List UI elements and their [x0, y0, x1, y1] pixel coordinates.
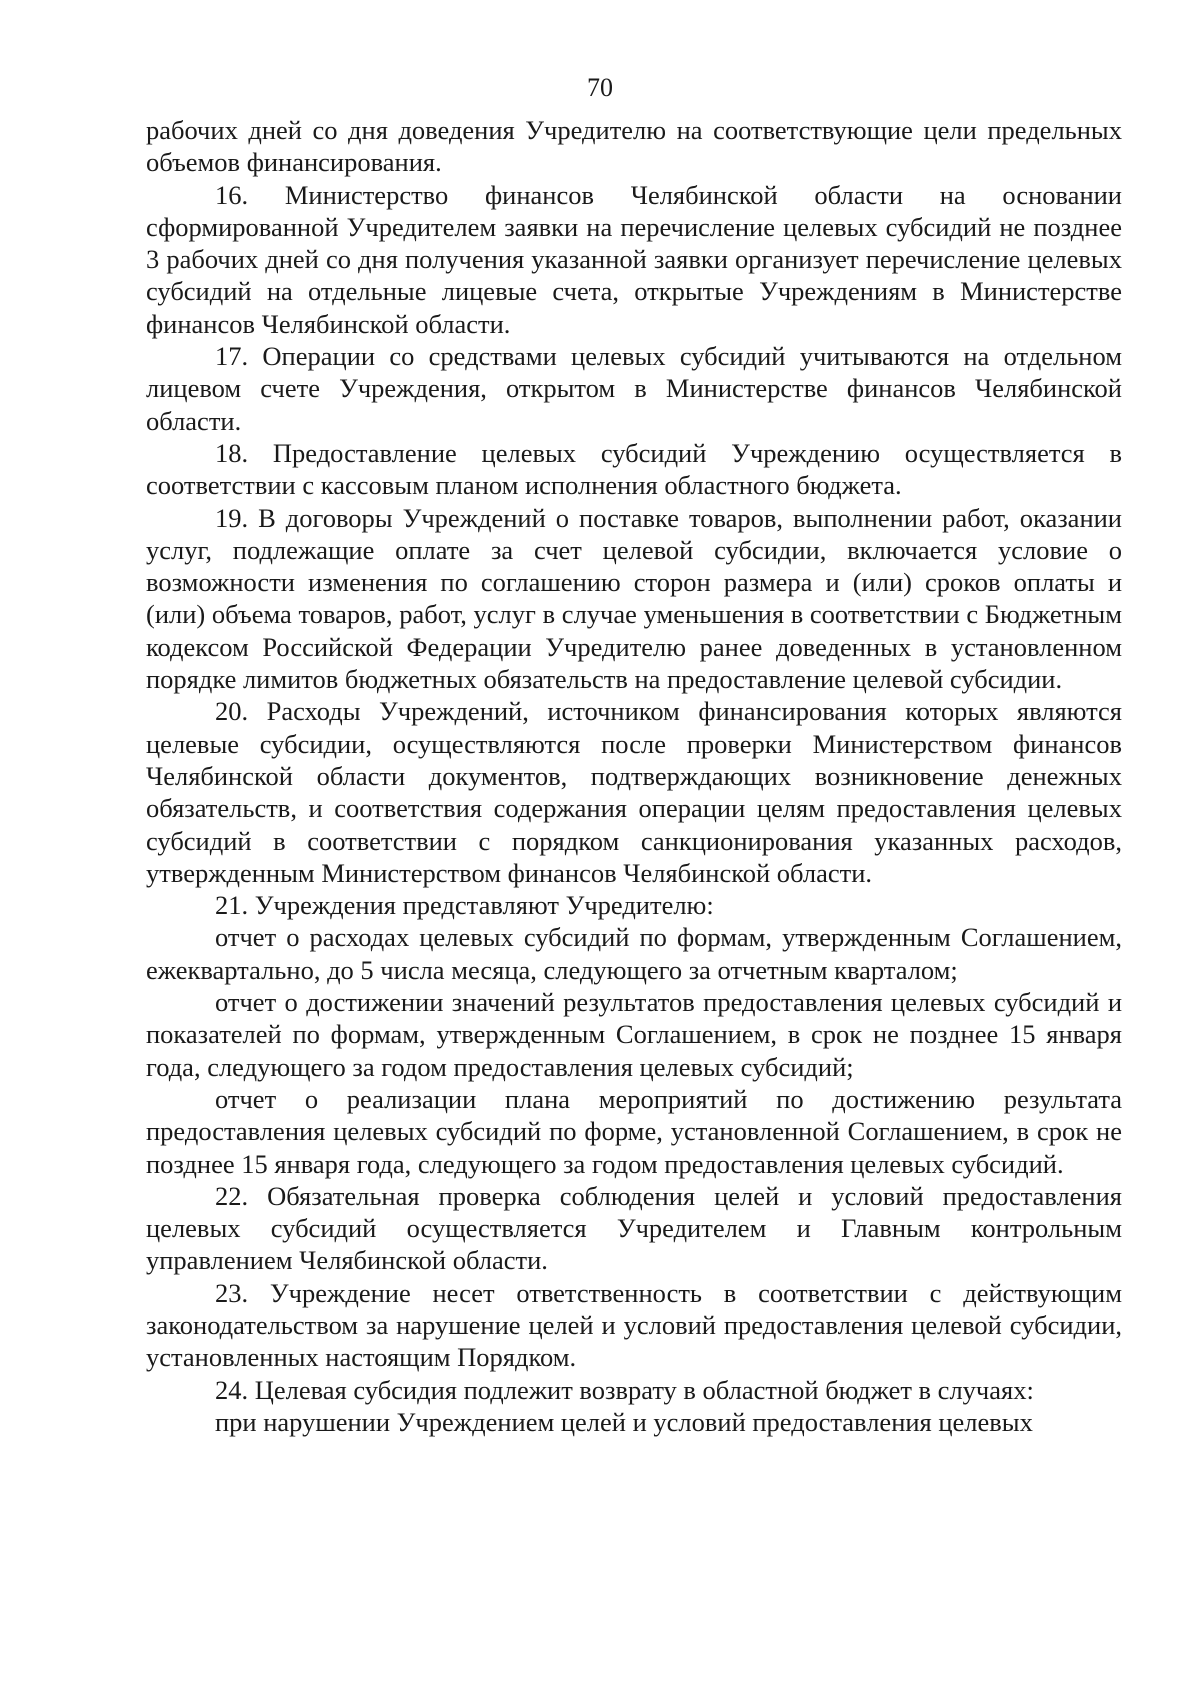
paragraph: отчет о достижении значений результатов предоставления целевых субсидий и показателей по формам, утвержденным Соглашением, в срок не позднее 15 января года, следующего за годом предоставления целевых субсидий;	[146, 987, 1122, 1082]
paragraph: 22. Обязательная проверка соблюдения целей и условий предоставления целевых субсидий осуществляется Учредителем и Главным контрольным управлением Челябинской области.	[146, 1180, 1122, 1276]
document-body	[146, 114, 1122, 1438]
paragraph: отчет о расходах целевых субсидий по формам, утвержденным Соглашением, ежеквартально, до 5 числа месяца, следующего за отчетным кварталом;	[146, 922, 1122, 985]
paragraph: 21. Учреждения представляют Учредителю:	[215, 890, 714, 921]
paragraph: 18. Предоставление целевых субсидий Учреждению осуществляется в соответствии с кассовым планом исполнения областного бюджета.	[146, 437, 1122, 501]
paragraph: при нарушении Учреждением целей и условий предоставления целевых	[215, 1406, 1033, 1437]
paragraph: 16. Министерство финансов Челябинской области на основании сформированной Учредителем заявки на перечисление целевых субсидий не позднее 3 рабочих дней со дня получения указанной заявки организует перечисление целевых субсидий на отдельные лицевые счета, открытые Учреждениям в Министерстве финансов Челябинской области.	[146, 179, 1122, 339]
paragraph: рабочих дней со дня доведения Учредителю на соответствующие цели предельных объемов финансирования.	[146, 115, 1122, 178]
paragraph: 23. Учреждение несет ответственность в соответствии с действующим законодательством за нарушение целей и условий предоставления целевой субсидии, установленных настоящим Порядком.	[146, 1277, 1122, 1373]
page-number: 70	[587, 73, 613, 102]
paragraph: отчет о реализации плана мероприятий по достижению результата предоставления целевых субсидий по форме, установленной Соглашением, в срок не позднее 15 января года, следующего за годом предоставления целевых субсидий.	[146, 1083, 1122, 1179]
paragraph: 19. В договоры Учреждений о поставке товаров, выполнении работ, оказании услуг, подлежащие оплате за счет целевой субсидии, включается условие о возможности изменения по соглашению сторон размера и (или) сроков оплаты и (или) объема товаров, работ, услуг в случае уменьшения в соответствии с Бюджетным кодексом Российской Федерации Учредителю ранее доведенных в установленном порядке лимитов бюджетных обязательств на предоставление целевой субсидии.	[146, 502, 1122, 695]
paragraph: 17. Операции со средствами целевых субсидий учитываются на отдельном лицевом счете Учреждения, открытом в Министерстве финансов Челябинской области.	[146, 341, 1122, 436]
paragraph: 20. Расходы Учреждений, источником финансирования которых являются целевые субсидии, осуществляются после проверки Министерством финансов Челябинской области документов, подтверждающих возникновение денежных обязательств, и соответствия содержания операции целям предоставления целевых субсидий в соответствии с порядком санкционирования указанных расходов, утвержденным Министерством финансов Челябинской области.	[146, 696, 1122, 888]
paragraph: 24. Целевая субсидия подлежит возврату в областной бюджет в случаях:	[215, 1374, 1034, 1405]
